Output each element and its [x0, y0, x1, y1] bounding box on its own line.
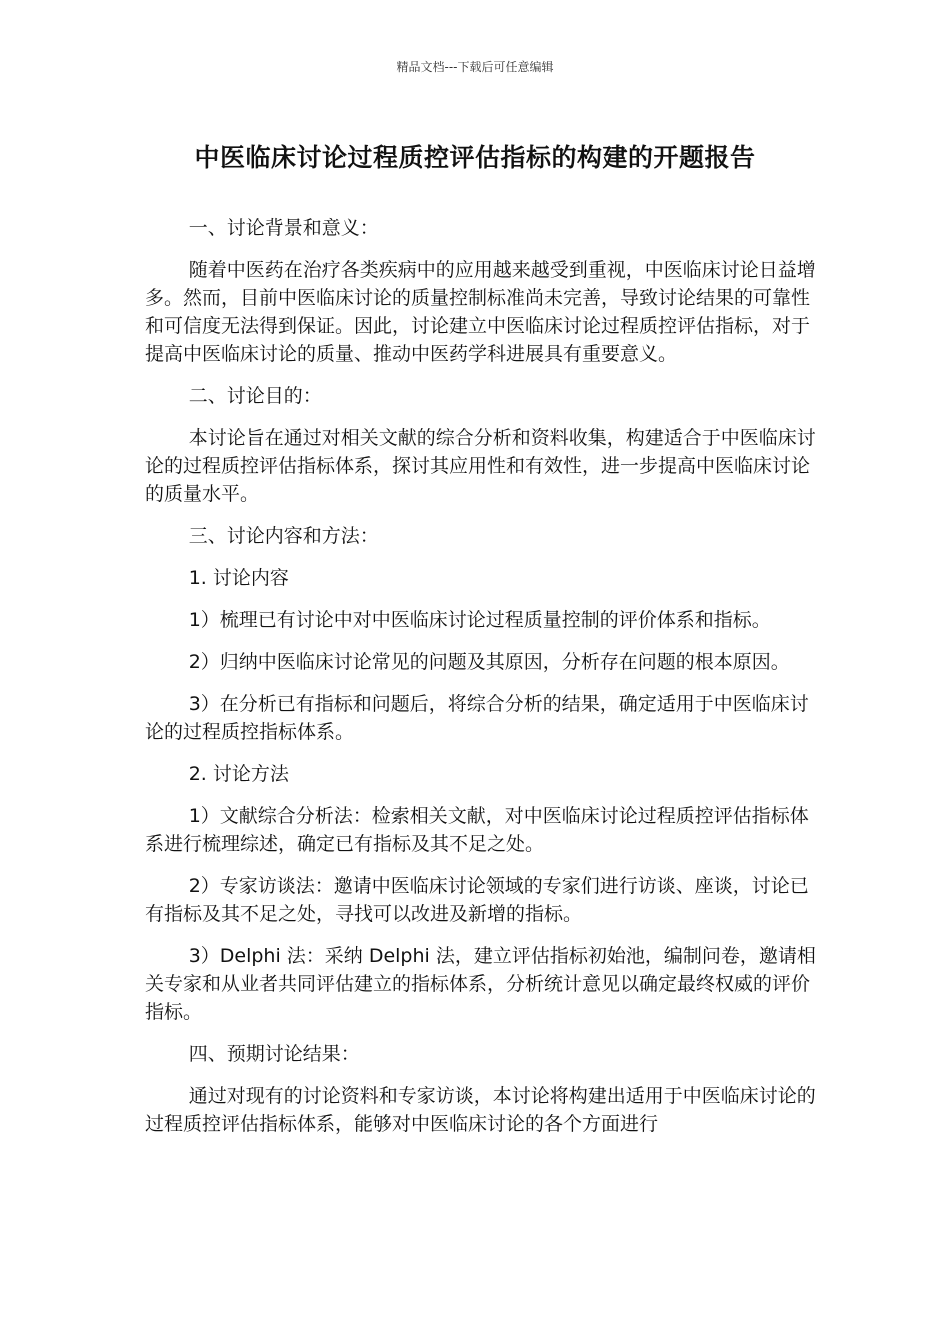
- section-heading-background: 一、讨论背景和意义：: [188, 217, 379, 239]
- content-item-2: 2）归纳中医临床讨论常见的问题及其原因，分析存在问题的根本原因。: [188, 651, 790, 673]
- document-body: [145, 214, 825, 1152]
- paragraph-purpose: 本讨论旨在通过对相关文献的综合分析和资料收集，构建适合于中医临床讨论的过程质控评估指标体系，探讨其应用性和有效性，进一步提高中医临床讨论的质量水平。: [145, 427, 816, 505]
- header-note: 精品文档---下载后可任意编辑: [396, 60, 554, 74]
- subheading-content: 1. 讨论内容: [188, 567, 289, 589]
- content-item-1: 1）梳理已有讨论中对中医临床讨论过程质量控制的评价体系和指标。: [188, 609, 771, 631]
- method-item-1: 1）文献综合分析法：检索相关文献，对中医临床讨论过程质控评估指标体系进行梳理综述，确定已有指标及其不足之处。: [145, 805, 809, 855]
- section-heading-expected-results: 四、预期讨论结果：: [188, 1043, 360, 1065]
- method-item-3: 3）Delphi 法：采纳 Delphi 法，建立评估指标初始池，编制问卷，邀请相关专家和从业者共同评估建立的指标体系，分析统计意见以确定最终权威的评价指标。: [145, 945, 816, 1023]
- content-item-3: 3）在分析已有指标和问题后，将综合分析的结果，确定适用于中医临床讨论的过程质控指标体系。: [145, 693, 809, 743]
- paragraph-background: 随着中医药在治疗各类疾病中的应用越来越受到重视，中医临床讨论日益增多。然而，目前中医临床讨论的质量控制标准尚未完善，导致讨论结果的可靠性和可信度无法得到保证。因此，讨论建立中医临床讨论过程质控评估指标，对于提高中医临床讨论的质量、推动中医药学科进展具有重要意义。: [145, 259, 816, 365]
- section-heading-purpose: 二、讨论目的：: [188, 385, 322, 407]
- subheading-method: 2. 讨论方法: [188, 763, 289, 785]
- paragraph-expected-results: 通过对现有的讨论资料和专家访谈，本讨论将构建出适用于中医临床讨论的过程质控评估指标体系，能够对中医临床讨论的各个方面进行: [145, 1085, 816, 1135]
- section-heading-content-method: 三、讨论内容和方法：: [188, 525, 379, 547]
- document-title: 中医临床讨论过程质控评估指标的构建的开题报告: [194, 143, 756, 172]
- method-item-2: 2）专家访谈法：邀请中医临床讨论领域的专家们进行访谈、座谈，讨论已有指标及其不足之处，寻找可以改进及新增的指标。: [145, 875, 809, 925]
